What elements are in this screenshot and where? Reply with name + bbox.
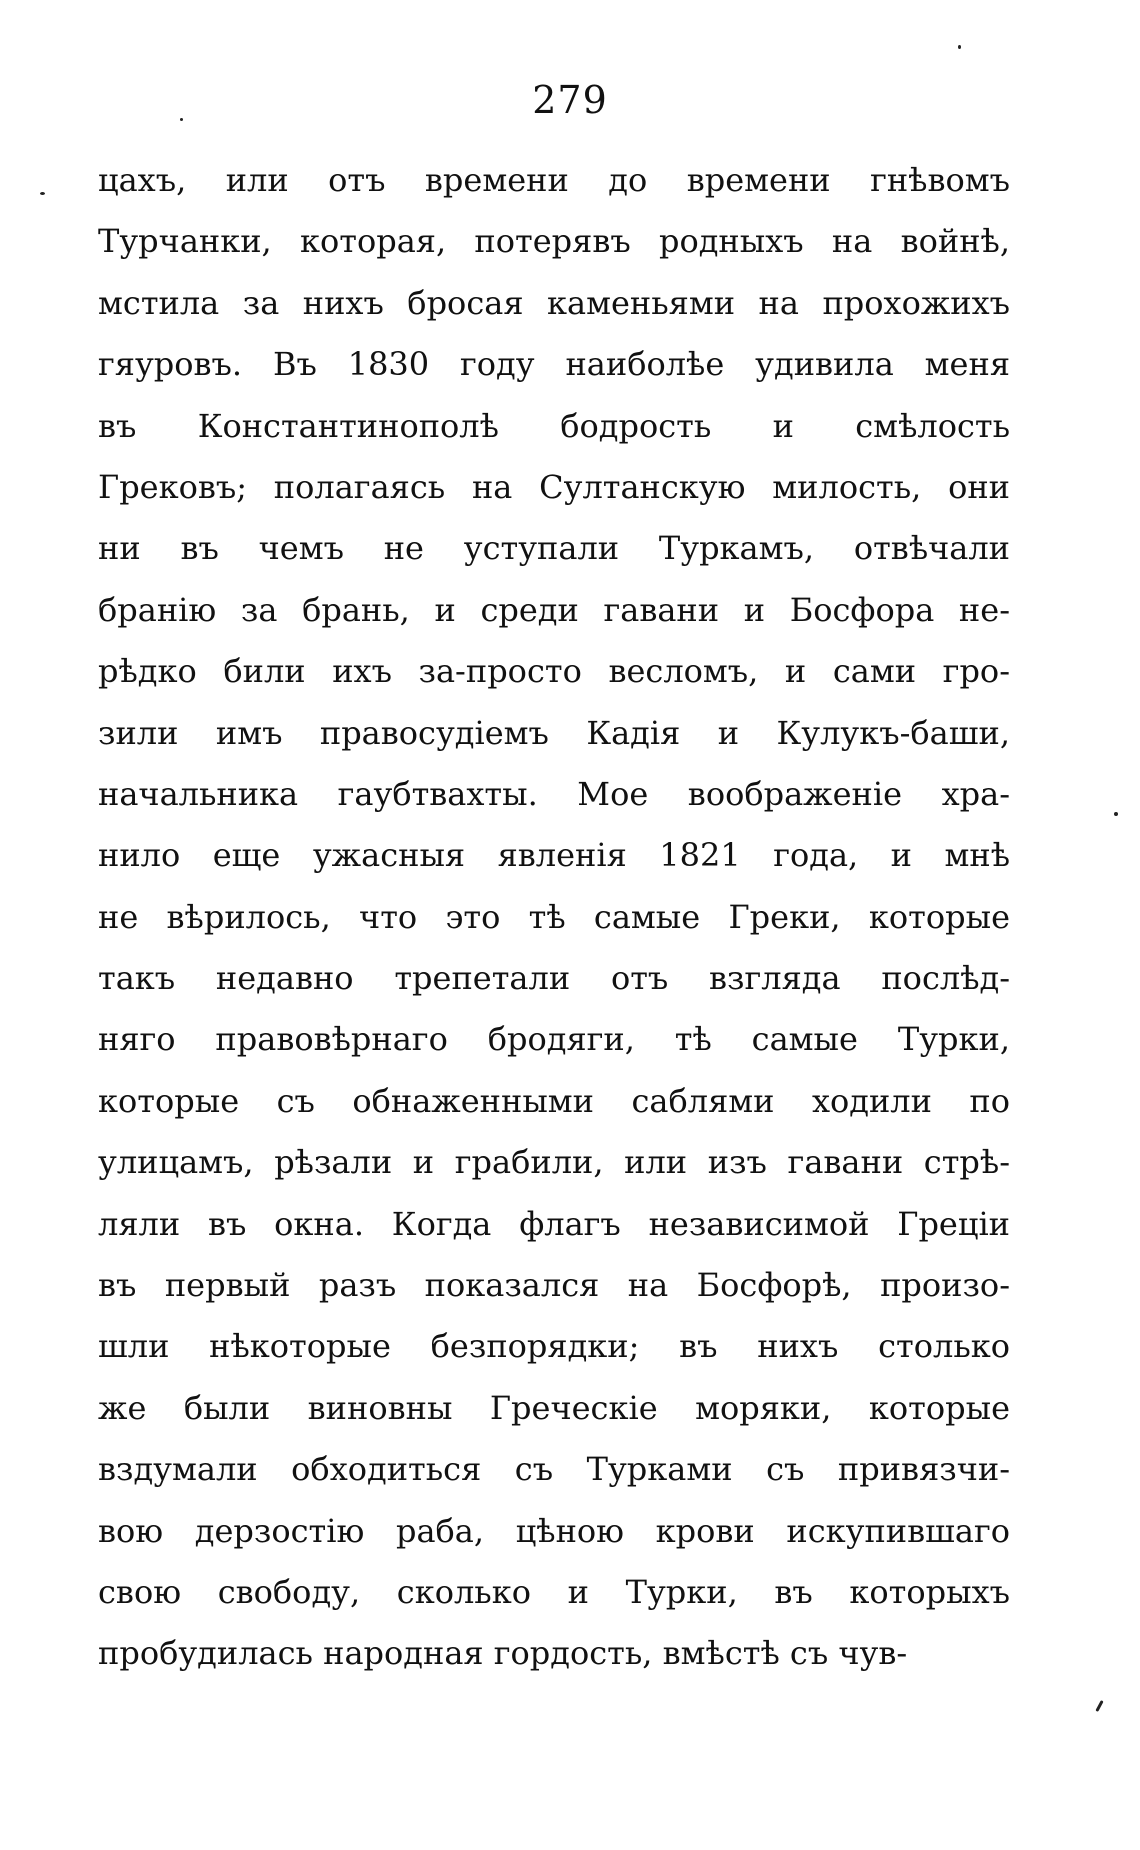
print-speck bbox=[1114, 812, 1118, 816]
text-line: вою дерзостію раба, цѣною крови искупившаго bbox=[98, 1511, 1010, 1550]
text-line: же были виновны Греческіе моряки, которые bbox=[98, 1388, 1010, 1427]
text-line: такъ недавно трепетали отъ взгляда послѣд- bbox=[98, 959, 1010, 998]
text-line: свою свободу, сколько и Турки, въ которыхъ bbox=[98, 1572, 1010, 1611]
text-line: Грековъ; полагаясь на Султанскую милость, они bbox=[98, 467, 1010, 506]
print-speck bbox=[1095, 1700, 1103, 1712]
text-line: начальника гаубтвахты. Мое воображеніе хра- bbox=[98, 774, 1010, 813]
body-text bbox=[98, 150, 1010, 1685]
text-line: цахъ, или отъ времени до времени гнѣвомъ bbox=[98, 161, 1010, 199]
print-speck bbox=[40, 192, 45, 195]
text-line: рѣдко били ихъ за-просто весломъ, и сами гро- bbox=[98, 652, 1010, 691]
text-line: улицамъ, рѣзали и грабили, или изъ гавани стрѣ- bbox=[98, 1143, 1010, 1182]
page-number: 279 bbox=[532, 78, 608, 122]
text-line: въ Константинополѣ бодрость и смѣлость bbox=[98, 406, 1010, 445]
print-speck bbox=[180, 118, 183, 121]
text-line: няго правовѣрнаго бродяги, тѣ самые Турки, bbox=[98, 1020, 1010, 1059]
text-line: пробудилась народная гордость, вмѣстѣ съ чув- bbox=[98, 1634, 908, 1673]
text-line: вздумали обходиться съ Турками съ привязчи- bbox=[98, 1450, 1010, 1489]
text-line: гяуровъ. Въ 1830 году наиболѣе удивила меня bbox=[98, 345, 1010, 384]
text-line: которые съ обнаженными саблями ходили по bbox=[98, 1081, 1010, 1120]
text-line: ляли въ окна. Когда флагъ независимой Греціи bbox=[98, 1204, 1010, 1243]
text-line: бранію за брань, и среди гавани и Босфора не- bbox=[98, 590, 1010, 629]
text-line: не вѣрилось, что это тѣ самые Греки, которые bbox=[98, 897, 1010, 936]
text-line: ни въ чемъ не уступали Туркамъ, отвѣчали bbox=[98, 529, 1010, 568]
text-line: въ первый разъ показался на Босфорѣ, произо- bbox=[98, 1266, 1010, 1305]
text-line: зили имъ правосудіемъ Кадія и Кулукъ-баши, bbox=[98, 713, 1010, 752]
text-line: мстила за нихъ бросая каменьями на прохожихъ bbox=[98, 283, 1010, 322]
print-speck bbox=[958, 45, 961, 49]
text-line: Турчанки, которая, потерявъ родныхъ на войнѣ, bbox=[98, 222, 1010, 261]
text-line: нило еще ужасныя явленія 1821 года, и мнѣ bbox=[98, 836, 1010, 875]
text-line: шли нѣкоторые безпорядки; въ нихъ столько bbox=[98, 1327, 1010, 1366]
